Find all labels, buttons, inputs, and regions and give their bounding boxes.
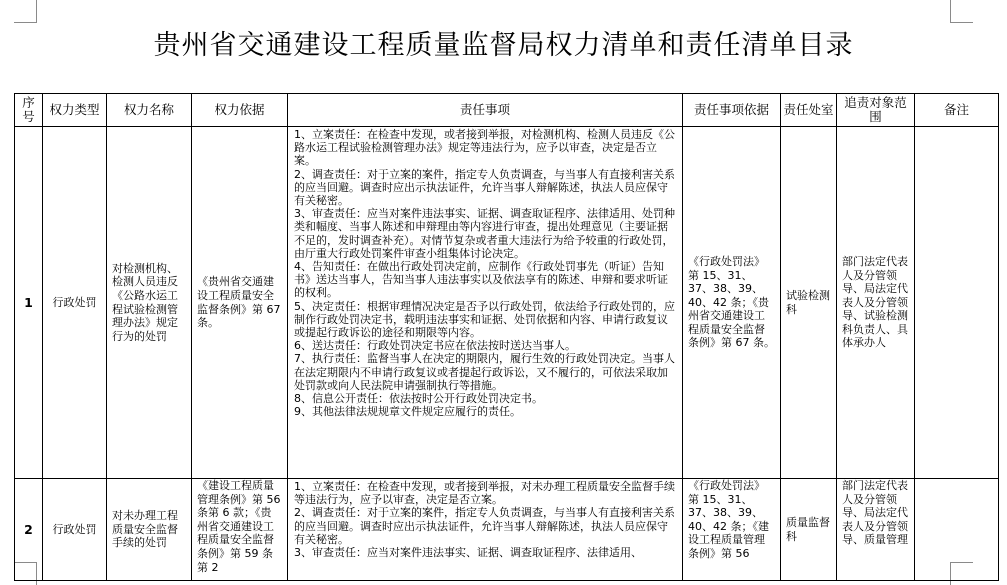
- header-note: 备注: [915, 94, 999, 127]
- duty-item: 5、决定责任：根据审理情况决定是否予以行政处罚，依法给予行政处罚的，应制作行政处罚决定书，载明违法事实和证据、处罚依据和内容、申请行政复议或提起行政诉讼的途径和期限等内容。: [294, 299, 675, 340]
- row-accountable: 部门法定代表人及分管领导、局法定代表人及分管领导、试验检测科负责人、具体承办人: [837, 127, 915, 479]
- table-header-row: [15, 94, 999, 127]
- header-name: 权力名称: [107, 94, 192, 127]
- row-duties: [288, 127, 683, 479]
- duty-item: 1、立案责任：在检查中发现，或者接到举报，对未办理工程质量安全监督手续等违法行为，应予以审查，决定是否立案。: [294, 480, 675, 507]
- crop-mark-top-left: [14, 0, 37, 23]
- duty-item: 3、审查责任：应当对案件违法事实、证据、调查取证程序、法律适用、: [294, 546, 642, 560]
- row-name: 对未办理工程质量安全监督手续的处罚: [107, 479, 192, 581]
- duty-item: 7、执行责任：监督当事人在决定的期限内，履行生效的行政处罚决定。当事人在法定期限内不申请行政复议或者提起行政诉讼，又不履行的，可依法采取加处罚款或向人民法院申请强制执行等措施。: [294, 352, 675, 392]
- table-row: [15, 479, 999, 581]
- row-basis: 《建设工程质量管理条例》第 56 条第 6 款；《贵州省交通建设工程质量安全监督条例》第 59 条第 2: [192, 479, 288, 581]
- row-duties: [288, 479, 683, 581]
- duty-item: 1、立案责任：在检查中发现，或者接到举报，对检测机构、检测人员违反《公路水运工程试验检测管理办法》规定等违法行为，应予以审查，决定是否立案。: [294, 128, 675, 168]
- row-dept: 试验检测科: [781, 127, 837, 479]
- row-duty-basis: 《行政处罚法》第 15、31、37、38、39、40、42 条；《建设工程质量管理条例》第 56: [683, 479, 781, 581]
- row-duty-basis: 《行政处罚法》第 15、31、37、38、39、40、42 条；《贵州省交通建设工程质量安全监督条例》第 67 条。: [683, 127, 781, 479]
- row-dept: 质量监督科: [781, 479, 837, 581]
- header-basis: 权力依据: [192, 94, 288, 127]
- row-note: [915, 479, 999, 581]
- duty-item: 2、调查责任：对于立案的案件，指定专人负责调查，与当事人有直接利害关系的应当回避。调查时应出示执法证件，允许当事人辩解陈述，执法人员应保守有关秘密。: [294, 506, 675, 546]
- header-dept: 责任处室: [781, 94, 837, 127]
- row-type: 行政处罚: [43, 479, 107, 581]
- header-duties: 责任事项: [288, 94, 683, 127]
- row-seq: 2: [15, 479, 43, 581]
- header-duty-basis: 责任事项依据: [683, 94, 781, 127]
- row-note: [915, 127, 999, 479]
- table-row: [15, 127, 999, 479]
- duty-item: 6、送达责任：行政处罚决定书应在依法按时送达当事人。: [294, 339, 576, 353]
- row-basis: 《贵州省交通建设工程质量安全监督条例》第 67 条。: [192, 127, 288, 479]
- header-type: 权力类型: [43, 94, 107, 127]
- duty-item: 9、其他法律法规规章文件规定应履行的责任。: [294, 405, 521, 419]
- power-list-table: [14, 93, 999, 581]
- row-type: 行政处罚: [43, 127, 107, 479]
- document-title: 贵州省交通建设工程质量监督局权力清单和责任清单目录: [153, 30, 854, 61]
- header-accountable: 追责对象范围: [837, 94, 915, 127]
- crop-mark-top-right: [950, 0, 973, 23]
- duty-item: 3、审查责任：应当对案件违法事实、证据、调查取证程序、法律适用、处罚种类和幅度、当事人陈述和申辩理由等内容进行审查，提出处理意见（主要证据不足的，发时调查补充）。对情节复杂或者重大违法行为给予较重的行政处罚，由厅重大行政处罚案件审查小组集体讨论决定。: [294, 207, 675, 260]
- duty-item: 4、告知责任：在做出行政处罚决定前，应制作《行政处罚事先（听证）告知书》送达当事人，告知当事人违法事实以及依法享有的陈述、申辩和要求听证的权利。: [294, 260, 668, 300]
- row-seq: 1: [15, 127, 43, 479]
- duty-item: 8、信息公开责任：依法按时公开行政处罚决定书。: [294, 392, 543, 406]
- row-name: 对检测机构、检测人员违反《公路水运工程试验检测管理办法》规定行为的处罚: [107, 127, 192, 479]
- header-seq: 序号: [15, 94, 43, 127]
- row-accountable: 部门法定代表人及分管领导、局法定代表人及分管领导、质量管理: [837, 479, 915, 581]
- duty-item: 2、调查责任：对于立案的案件，指定专人负责调查，与当事人有直接利害关系的应当回避。调查时应出示执法证件，允许当事人辩解陈述，执法人员应保守有关秘密。: [294, 167, 675, 208]
